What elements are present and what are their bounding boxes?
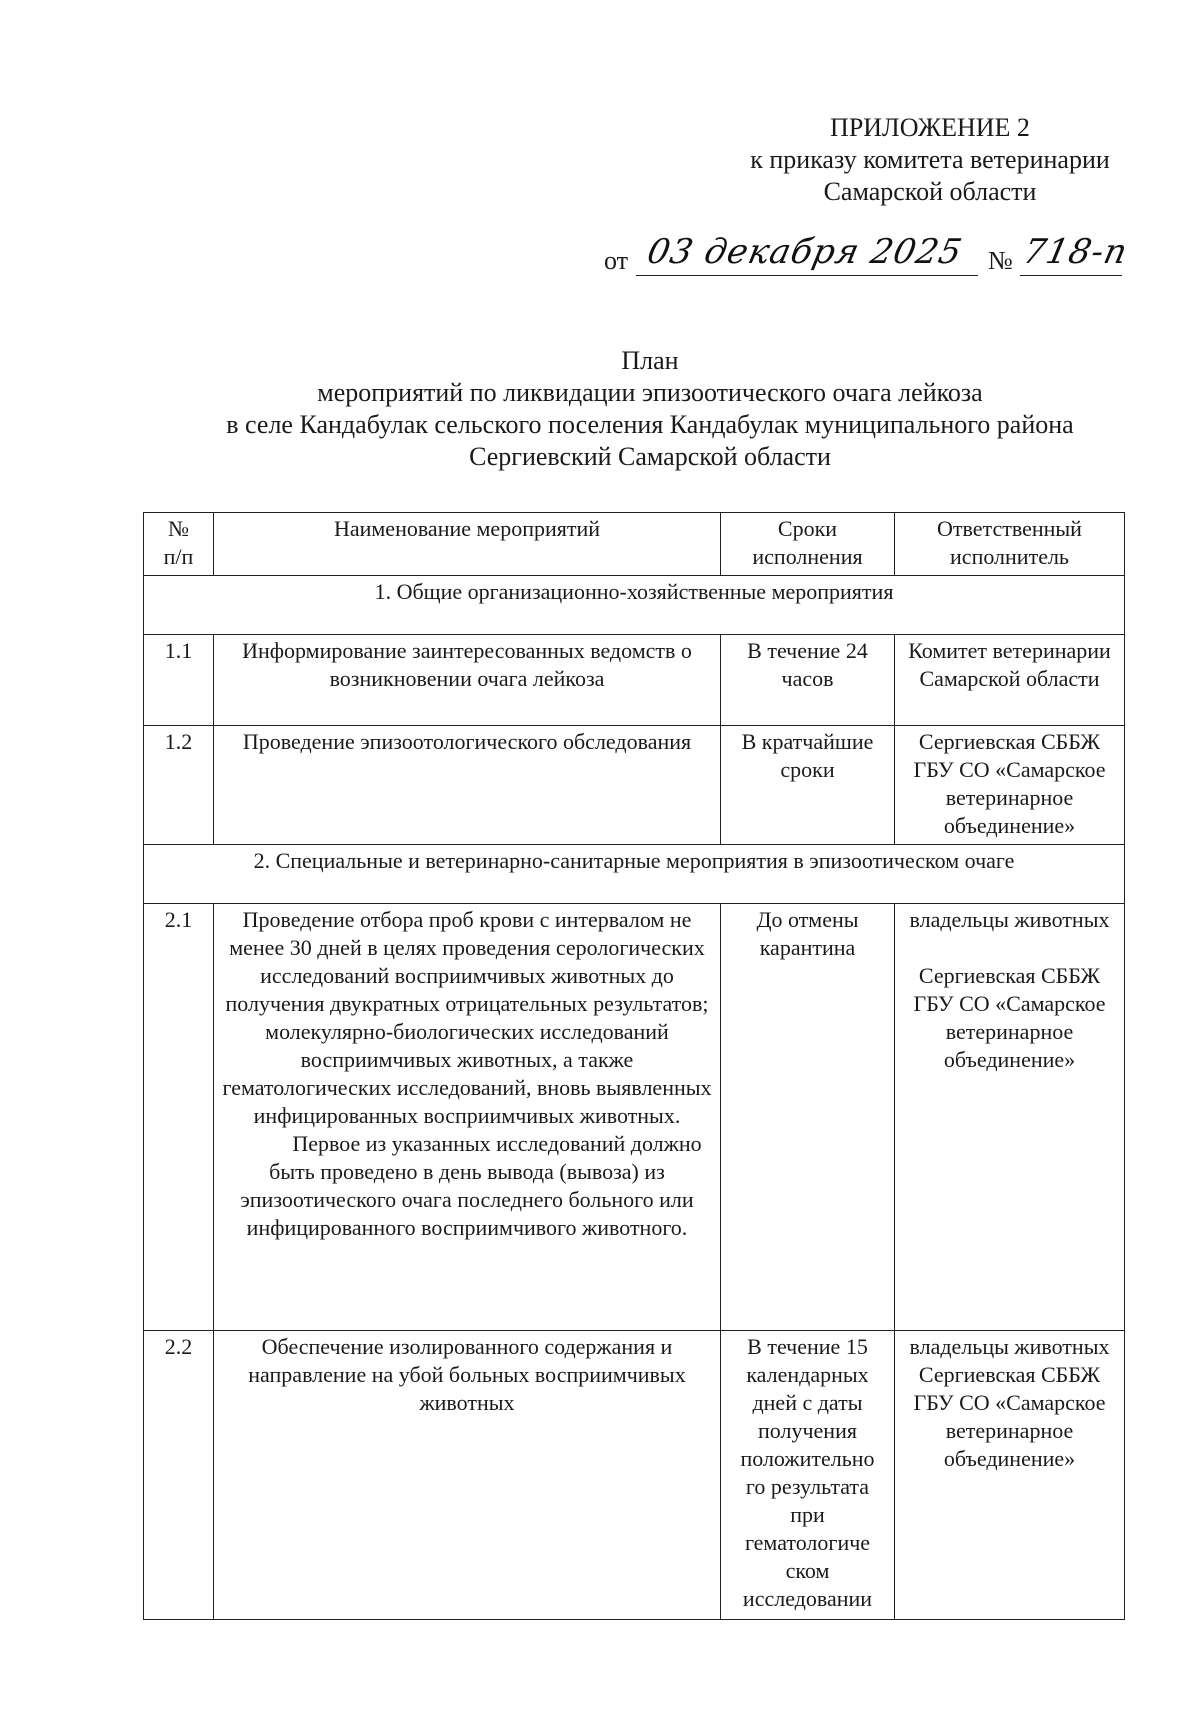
- row-name-paragraph-2: Первое из указанных исследований должно быть проведено в день вывода (вывоза) из эпизоотического очага последнего больного или инфицированного восприимчивого животного.: [240, 1131, 702, 1240]
- header-name: Наименование мероприятий: [214, 513, 721, 576]
- header-term: Сроки исполнения: [721, 513, 895, 576]
- table-row: [144, 635, 1125, 726]
- table-row: [144, 1331, 1125, 1620]
- title-line-1: План: [621, 346, 679, 375]
- date-underline: [636, 275, 978, 276]
- section-row-2: [144, 845, 1125, 904]
- row-num: 1.2: [144, 726, 214, 845]
- plan-title: [120, 345, 1180, 473]
- row-num: 1.1: [144, 635, 214, 726]
- row-name: Обеспечение изолированного содержания и направление на убой больных восприимчивых животных: [214, 1331, 721, 1620]
- handwritten-number: 718-п: [1019, 232, 1132, 272]
- header-resp: Ответственный исполнитель: [895, 513, 1125, 576]
- table-header-row: [144, 513, 1125, 576]
- row-resp: Комитет ветеринарии Самарской области: [895, 635, 1125, 726]
- title-line-3: в селе Кандабулак сельского поселения Кандабулак муниципального района: [226, 410, 1074, 439]
- row-term: До отмены карантина: [721, 904, 895, 1331]
- date-from-label: от: [604, 246, 629, 275]
- table-row: [144, 726, 1125, 845]
- row-resp-cell: [895, 904, 1125, 1331]
- row-term: В течение 24 часов: [721, 635, 895, 726]
- title-line-2: мероприятий по ликвидации эпизоотического очага лейкоза: [317, 378, 983, 407]
- number-underline: [1020, 275, 1122, 276]
- appendix-title: ПРИЛОЖЕНИЕ 2: [830, 113, 1030, 142]
- row-name: Информирование заинтересованных ведомств о возникновении очага лейкоза: [214, 635, 721, 726]
- row-num: 2.2: [144, 1331, 214, 1620]
- order-date-line: [600, 232, 1160, 284]
- row-resp: владельцы животных Сергиевская СББЖ ГБУ СО «Самарское ветеринарное объединение»: [895, 1331, 1125, 1620]
- appendix-header: [690, 112, 1170, 208]
- row-term: В кратчайшие сроки: [721, 726, 895, 845]
- row-resp: Сергиевская СББЖ ГБУ СО «Самарское ветеринарное объединение»: [895, 726, 1125, 845]
- handwritten-date: 03 декабря 2025: [643, 232, 966, 272]
- header-num: № п/п: [144, 513, 214, 576]
- row-resp-2: Сергиевская СББЖ ГБУ СО «Самарское ветеринарное объединение»: [913, 963, 1106, 1072]
- row-num: 2.1: [144, 904, 214, 1331]
- row-name: Проведение эпизоотологического обследования: [214, 726, 721, 845]
- table-row: [144, 904, 1125, 1331]
- section-1-title: 1. Общие организационно-хозяйственные мероприятия: [144, 576, 1125, 635]
- row-resp: владельцы животных: [909, 907, 1110, 932]
- appendix-order-ref: к приказу комитета ветеринарии: [750, 145, 1110, 174]
- row-name-cell: [214, 904, 721, 1331]
- number-label: №: [988, 246, 1013, 275]
- row-term: В течение 15 календарных дней с даты получения положительно го результата при гематологиче ском исследовании: [721, 1331, 895, 1620]
- appendix-region: Самарской области: [823, 177, 1037, 206]
- row-name: Проведение отбора проб крови с интервалом не менее 30 дней в целях проведения серологических исследований восприимчивых животных до получения двукратных отрицательных результатов; молекулярно-биологических исследований восприимчивых животных, а также гематологических исследований, вновь выявленных инфицированных восприимчивых животных.: [222, 907, 712, 1128]
- plan-table: [143, 512, 1125, 1620]
- section-row-1: [144, 576, 1125, 635]
- section-2-title: 2. Специальные и ветеринарно-санитарные мероприятия в эпизоотическом очаге: [144, 845, 1125, 904]
- title-line-4: Сергиевский Самарской области: [469, 442, 831, 471]
